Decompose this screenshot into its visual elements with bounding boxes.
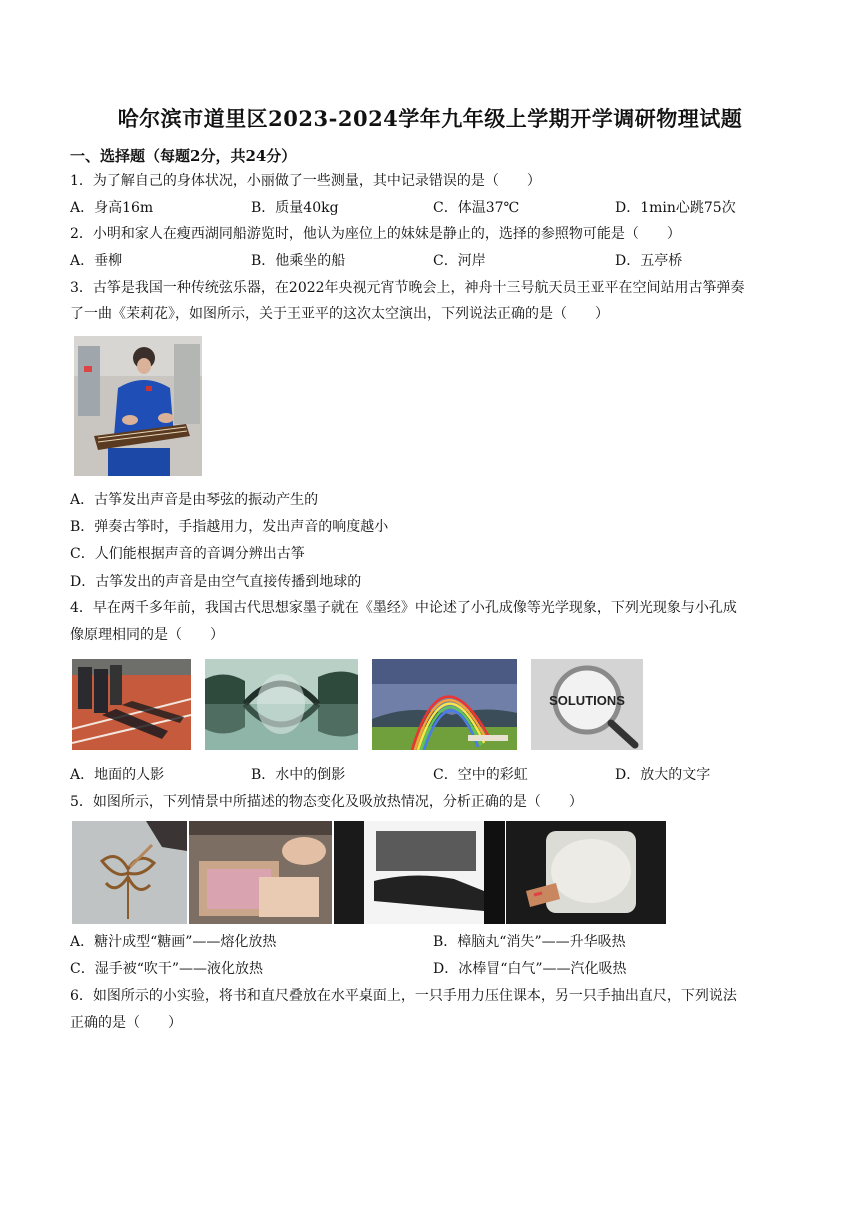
q5-option-c: C．湿手被“吹干”——液化放热: [70, 961, 264, 977]
magnifier-image: [531, 659, 643, 750]
hand-dryer-image: [334, 821, 505, 924]
section-heading: 一、选择题（每题2分，共24分）: [70, 147, 297, 165]
q5-option-b: B．樟脑丸“消失”——升华吸热: [433, 934, 626, 950]
question-1-stem: 1．为了解自己的身体状况，小丽做了一些测量，其中记录错误的是（ ）: [70, 173, 541, 189]
q2-option-a: A．垂柳: [70, 253, 123, 269]
q5-option-d: D．冰棒冒“白气”——汽化吸热: [433, 961, 627, 977]
q1-option-a: A．身高16m: [70, 200, 154, 216]
camphor-ball-image: [189, 821, 332, 924]
q4-option-c: C．空中的彩虹: [433, 767, 528, 783]
q2-option-d: D．五亭桥: [615, 253, 683, 269]
question-3-stem-line1: 3．古筝是我国一种传统弦乐器，在2022年央视元宵节晚会上，神舟十三号航天员王亚平在空间站用古筝弹奏: [70, 280, 745, 296]
q1-option-c: C．体温37℃: [433, 200, 520, 216]
rainbow-image: [372, 659, 517, 750]
q2-option-b: B．他乘坐的船: [251, 253, 346, 269]
astronaut-guzheng-image: [74, 336, 202, 476]
q3-option-c: C．人们能根据声音的音调分辨出古筝: [70, 546, 305, 562]
q4-option-d: D．放大的文字: [615, 767, 711, 783]
q4-option-a: A．地面的人影: [70, 767, 165, 783]
q4-option-b: B．水中的倒影: [251, 767, 346, 783]
q2-option-c: C．河岸: [433, 253, 486, 269]
question-6-stem-line2: 正确的是（ ）: [70, 1015, 182, 1031]
page-title: 哈尔滨市道里区2023-2024学年九年级上学期开学调研物理试题: [117, 106, 743, 131]
q1-option-d: D．1min心跳75次: [615, 200, 736, 216]
q5-option-a: A．糖汁成型“糖画”——熔化放热: [70, 934, 277, 950]
popsicle-steam-image: [506, 821, 666, 924]
question-6-stem-line1: 6．如图所示的小实验，将书和直尺叠放在水平桌面上，一只手用力压住课本，另一只手抽出直尺，下列说法: [70, 988, 737, 1004]
sugar-painting-image: [72, 821, 187, 924]
reflection-bridge-image: [205, 659, 358, 750]
question-3-stem-line2: 了一曲《茉莉花》，如图所示，关于王亚平的这次太空演出，下列说法正确的是（ ）: [70, 306, 609, 322]
magnifier-text: SOLUTIONS: [549, 693, 625, 708]
q1-option-b: B．质量40kg: [251, 200, 339, 216]
question-4-stem-line1: 4．早在两千多年前，我国古代思想家墨子就在《墨经》中论述了小孔成像等光学现象，下列光现象与小孔成: [70, 600, 737, 616]
q3-option-a: A．古筝发出声音是由琴弦的振动产生的: [70, 492, 319, 508]
q3-option-b: B．弹奏古筝时，手指越用力，发出声音的响度越小: [70, 519, 389, 535]
q3-option-d: D．古筝发出的声音是由空气直接传播到地球的: [70, 574, 362, 590]
question-5-stem: 5．如图所示，下列情景中所描述的物态变化及吸放热情况，分析正确的是（ ）: [70, 794, 583, 810]
question-4-stem-line2: 像原理相同的是（ ）: [70, 627, 224, 643]
shadow-image: [72, 659, 191, 750]
question-2-stem: 2．小明和家人在瘦西湖同船游览时，他认为座位上的妹妹是静止的，选择的参照物可能是（ ）: [70, 226, 681, 242]
